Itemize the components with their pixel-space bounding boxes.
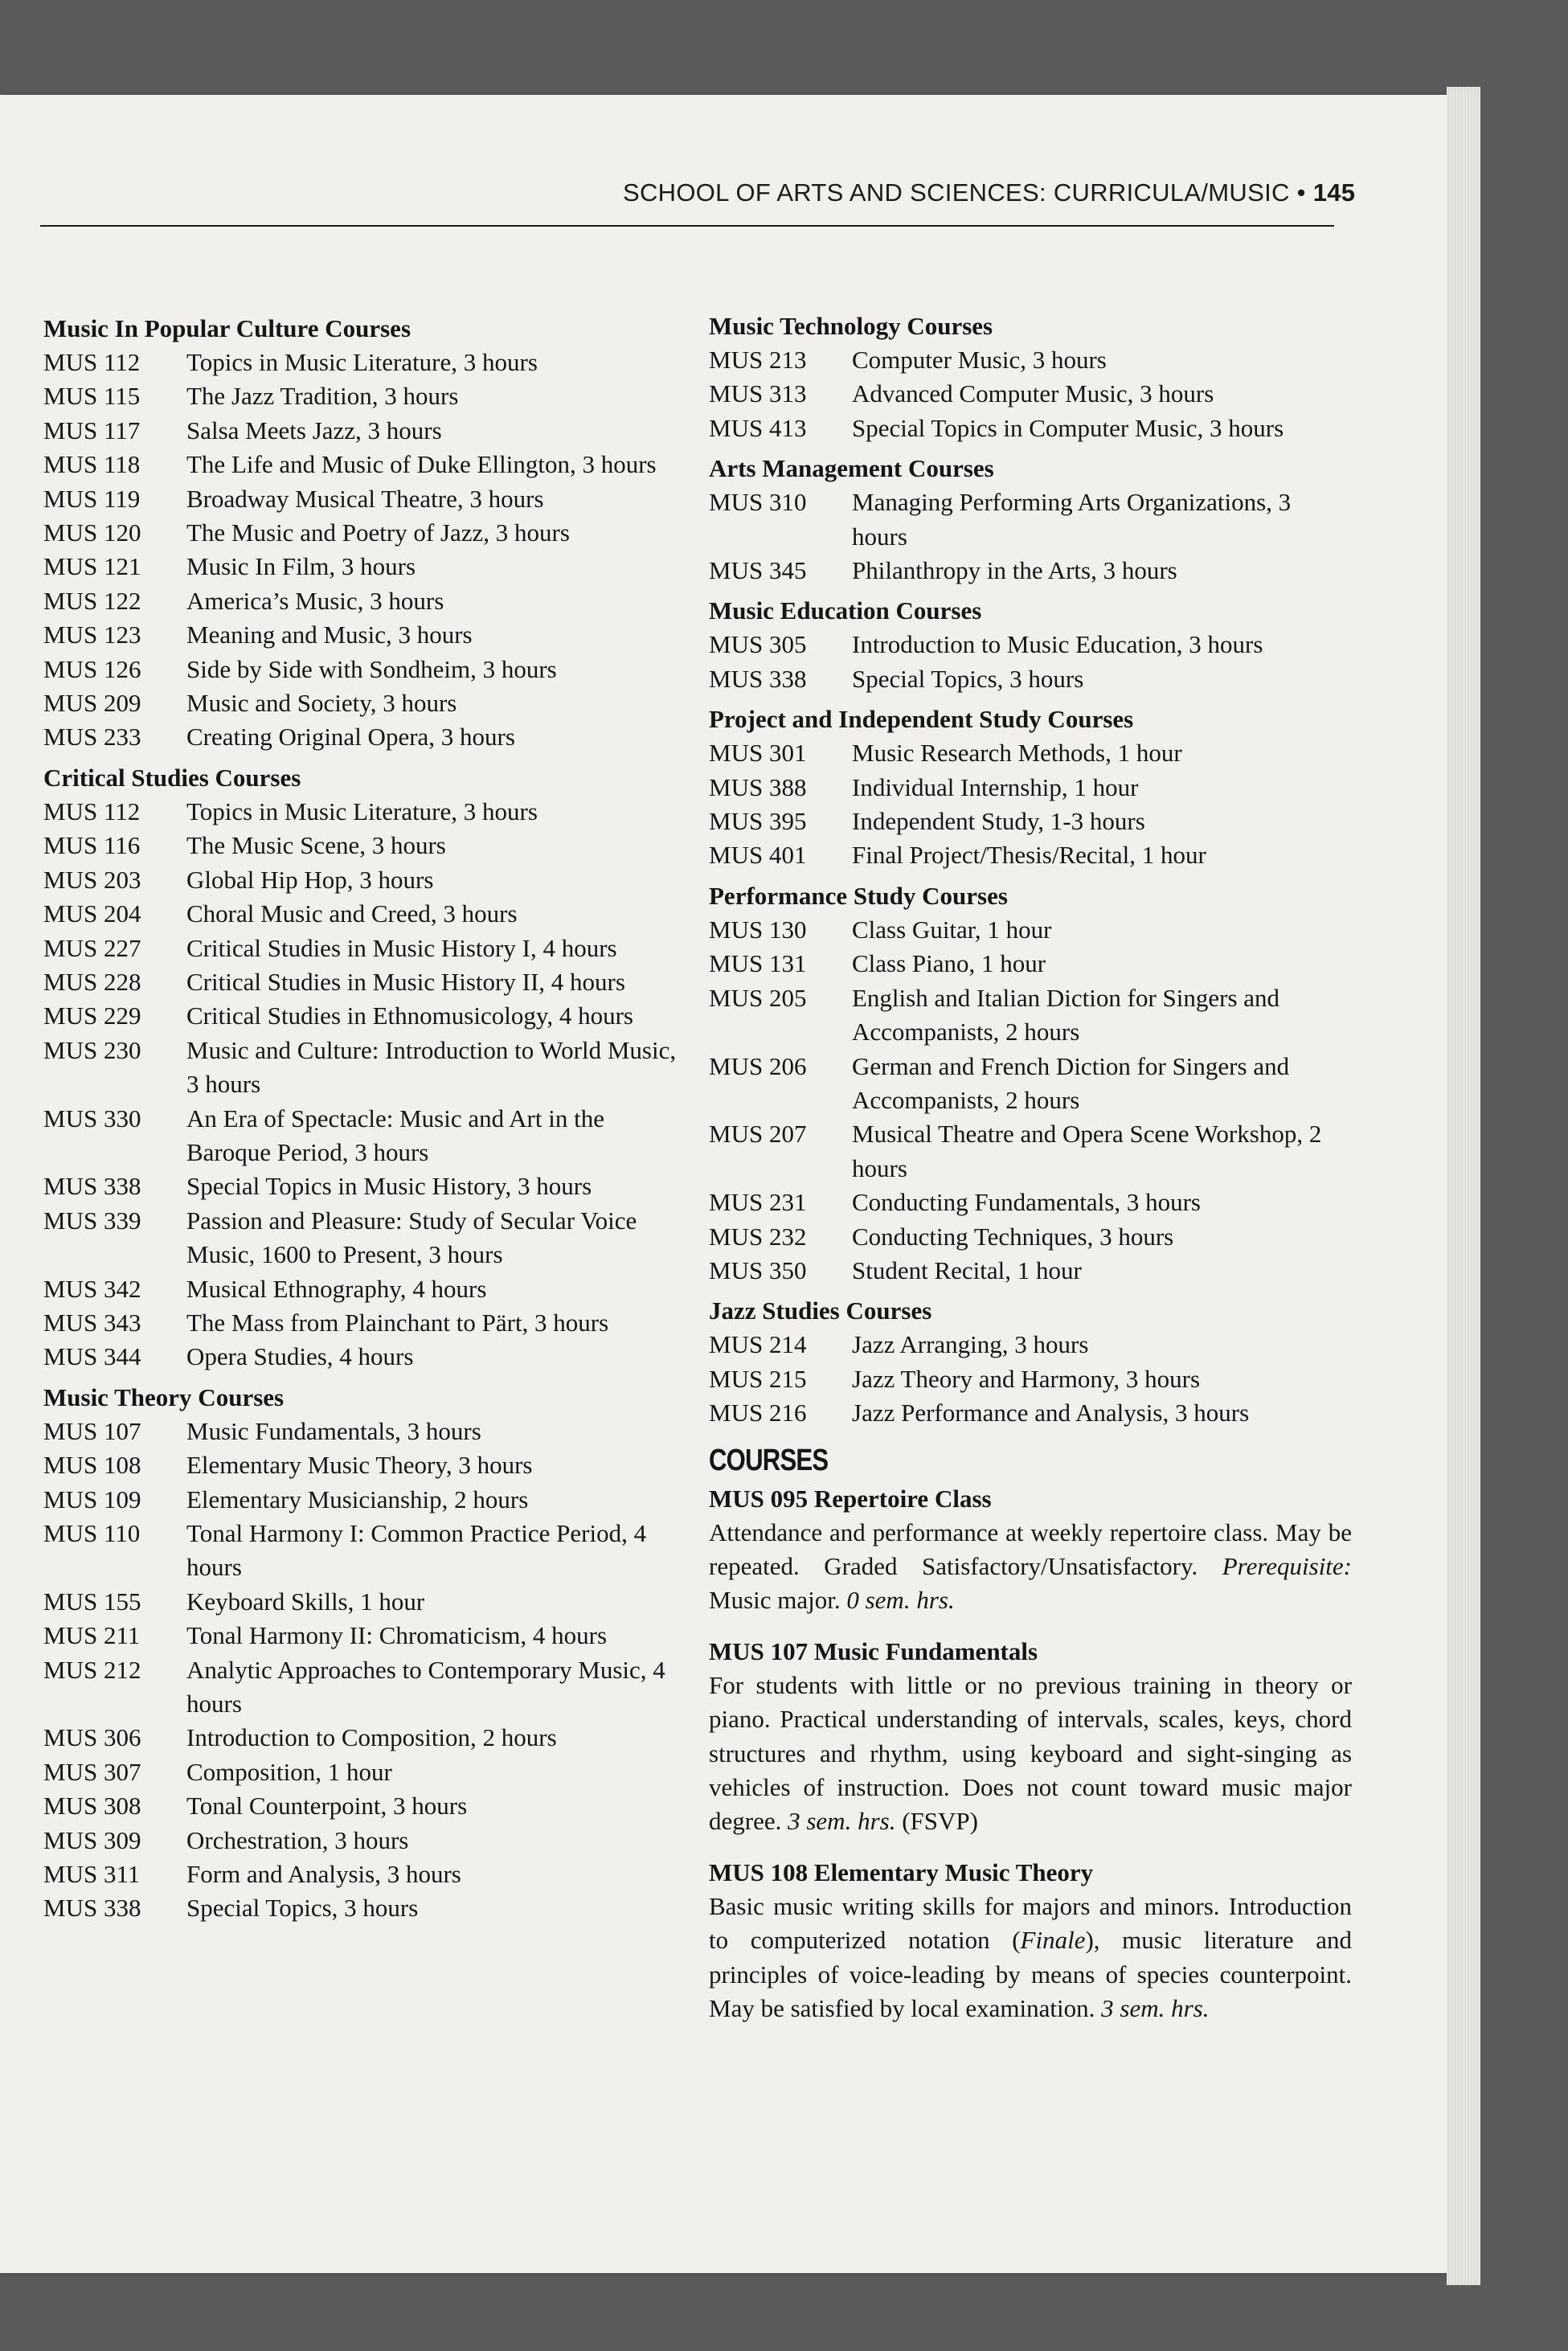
mus107-credits: 3 sem. hrs. [788,1806,896,1835]
course-row [709,1328,1352,1362]
course-title: Creating Original Opera, 3 hours [186,723,515,752]
courses-heading: COURSES [709,1443,829,1477]
course-list-theory [43,1415,678,1926]
course-title: Special Topics in Computer Music, 3 hours [852,413,1284,442]
course-code: MUS 117 [43,416,141,444]
course-row [43,584,678,618]
course-code: MUS 233 [43,723,141,752]
course-code: MUS 126 [43,654,141,683]
course-title: Critical Studies in Music History II, 4 hours [186,967,625,996]
course-code: MUS 131 [709,949,807,978]
course-code: MUS 227 [43,933,141,962]
course-row [709,1254,1352,1288]
course-title: Jazz Theory and Harmony, 3 hours [852,1364,1201,1393]
course-code: MUS 215 [709,1364,807,1393]
section-title-project: Project and Independent Study Courses [709,705,1134,734]
course-title: The Jazz Tradition, 3 hours [186,382,459,411]
course-code: MUS 307 [43,1757,141,1786]
course-row [43,965,678,999]
course-title: Critical Studies in Ethnomusicology, 4 hours [186,1001,633,1030]
course-row [43,1653,678,1722]
course-row [709,662,1352,696]
course-code: MUS 339 [43,1206,141,1235]
course-desc-mus107 [709,1669,1352,1838]
course-row [709,1220,1352,1254]
course-title: Individual Internship, 1 hour [852,772,1139,801]
course-code: MUS 395 [709,807,807,836]
course-row [709,981,1352,1050]
course-row [709,343,1352,377]
course-row [43,448,678,481]
course-row [43,1448,678,1482]
running-header [623,178,1356,207]
course-code: MUS 338 [43,1894,141,1923]
course-row [43,482,678,516]
course-title: Managing Performing Arts Organizations, 3 hours [852,488,1292,551]
course-row [709,628,1352,661]
course-title: Advanced Computer Music, 3 hours [852,379,1214,408]
course-code: MUS 232 [709,1222,807,1251]
course-row [43,720,678,754]
course-code: MUS 305 [709,630,807,659]
course-title: Class Guitar, 1 hour [852,915,1052,944]
course-title: Music and Society, 3 hours [186,689,457,718]
course-row [43,550,678,584]
course-title: Jazz Performance and Analysis, 3 hours [852,1399,1250,1427]
course-code: MUS 115 [43,382,141,411]
course-title: Philanthropy in the Arts, 3 hours [852,556,1177,585]
course-code: MUS 155 [43,1587,141,1616]
course-code: MUS 301 [709,739,807,768]
course-title: Musical Ethnography, 4 hours [186,1274,487,1303]
mus095-text: Attendance and performance at weekly repertoire class. May be repeated. Graded Satisfactory/Unsatisfactory. [709,1518,1352,1580]
section-title-critical: Critical Studies Courses [43,763,301,792]
course-code: MUS 209 [43,689,141,718]
course-row [43,795,678,829]
course-desc-title-mus108: MUS 108 Elementary Music Theory [709,1858,1094,1887]
course-code: MUS 112 [43,797,141,825]
course-title: Introduction to Composition, 2 hours [186,1723,557,1752]
course-code: MUS 207 [709,1120,807,1149]
course-row [709,485,1352,554]
right-column [709,309,1352,2025]
course-title: Meaning and Music, 3 hours [186,621,473,649]
mus095-prereq-text: Music major. [709,1585,841,1614]
course-row [43,829,678,862]
course-row [43,1169,678,1203]
course-row [43,1619,678,1653]
course-code: MUS 204 [43,899,141,928]
course-list-arts-management [709,485,1352,588]
course-row [43,1306,678,1340]
course-row [709,412,1352,445]
course-code: MUS 330 [43,1104,141,1132]
course-list-jazz [709,1328,1352,1430]
page-number: 145 [1312,178,1356,207]
course-code: MUS 308 [43,1792,141,1821]
course-code: MUS 230 [43,1035,141,1064]
course-title: Special Topics in Music History, 3 hours [186,1172,592,1201]
course-row [709,805,1352,838]
course-code: MUS 107 [43,1416,141,1445]
course-title: Tonal Harmony II: Chromaticism, 4 hours [186,1621,608,1650]
course-row [43,686,678,720]
course-row [43,1824,678,1857]
course-code: MUS 311 [43,1860,141,1889]
course-code: MUS 109 [43,1485,141,1513]
course-row [43,346,678,379]
course-row [43,1034,678,1102]
course-row [43,1340,678,1374]
course-row [43,653,678,686]
course-code: MUS 344 [43,1342,141,1371]
course-desc-title-mus095: MUS 095 Repertoire Class [709,1484,992,1513]
mus108-credits: 3 sem. hrs. [1101,1993,1210,2022]
course-row [43,414,678,448]
course-code: MUS 203 [43,865,141,894]
course-title: The Life and Music of Duke Ellington, 3 hours [186,450,657,479]
course-title: Music In Film, 3 hours [186,552,416,581]
course-title: Elementary Music Theory, 3 hours [186,1451,533,1480]
course-title: Computer Music, 3 hours [852,346,1107,374]
course-code: MUS 118 [43,450,141,479]
course-title: Form and Analysis, 3 hours [186,1860,461,1889]
course-list-performance [709,913,1352,1288]
course-title: Topics in Music Literature, 3 hours [186,797,538,825]
header-rule [40,225,1334,227]
course-row [43,1415,678,1448]
course-code: MUS 212 [43,1655,141,1684]
course-row [709,736,1352,770]
course-row [709,1396,1352,1430]
course-title: Tonal Harmony I: Common Practice Period, 4 hours [186,1519,647,1582]
course-title: Topics in Music Literature, 3 hours [186,348,538,376]
mus107-tag: (FSVP) [902,1806,978,1835]
course-row [43,863,678,897]
course-title: Independent Study, 1-3 hours [852,807,1145,836]
course-code: MUS 350 [709,1255,807,1284]
course-title: Conducting Techniques, 3 hours [852,1222,1174,1251]
course-code: MUS 108 [43,1451,141,1480]
course-code: MUS 121 [43,552,141,581]
course-row [709,1362,1352,1396]
course-code: MUS 338 [709,664,807,693]
course-row [709,913,1352,947]
course-title: Elementary Musicianship, 2 hours [186,1485,529,1513]
section-title-arts-management: Arts Management Courses [709,454,994,483]
course-list-project [709,736,1352,873]
course-title: Special Topics, 3 hours [186,1894,419,1923]
course-row [43,932,678,965]
course-title: Broadway Musical Theatre, 3 hours [186,484,544,513]
course-title: Keyboard Skills, 1 hour [186,1587,425,1616]
course-row [43,516,678,550]
mus095-prereq-label: Prerequisite: [1222,1551,1353,1580]
course-title: English and Italian Diction for Singers and Accompanists, 2 hours [852,983,1280,1046]
course-row [43,999,678,1033]
course-row [709,554,1352,588]
course-code: MUS 338 [43,1172,141,1201]
running-title: SCHOOL OF ARTS AND SCIENCES: CURRICULA/MUSIC [623,178,1290,207]
mus107-text: For students with little or no previous training in theory or piano. Practical understanding of intervals, scales, keys, chord structures and rhythm, using keyboard and sight-singing as vehicles of instruction. Does not count toward music major degree. [709,1671,1352,1835]
course-code: MUS 343 [43,1308,141,1337]
course-row [709,838,1352,872]
course-title: Music Research Methods, 1 hour [852,739,1182,768]
course-title: German and French Diction for Singers and Accompanists, 2 hours [852,1051,1290,1114]
course-title: The Mass from Plainchant to Pärt, 3 hours [186,1308,609,1337]
course-row [43,1102,678,1170]
course-code: MUS 112 [43,348,141,376]
course-title: Final Project/Thesis/Recital, 1 hour [852,841,1206,870]
section-title-theory: Music Theory Courses [43,1382,285,1411]
course-title: Student Recital, 1 hour [852,1255,1082,1284]
course-code: MUS 119 [43,484,141,513]
course-row [43,1517,678,1585]
course-code: MUS 413 [709,413,807,442]
course-code: MUS 231 [709,1188,807,1217]
course-code: MUS 229 [43,1001,141,1030]
course-code: MUS 306 [43,1723,141,1752]
course-title: Side by Side with Sondheim, 3 hours [186,654,557,683]
course-desc-mus108 [709,1890,1352,2025]
course-code: MUS 309 [43,1825,141,1854]
course-row [43,1204,678,1272]
mus095-credits: 0 sem. hrs. [846,1585,955,1614]
course-code: MUS 214 [709,1330,807,1359]
course-title: Music Fundamentals, 3 hours [186,1416,481,1445]
course-row [709,377,1352,411]
section-title-technology: Music Technology Courses [709,312,993,340]
course-code: MUS 342 [43,1274,141,1303]
course-row [43,379,678,413]
course-code: MUS 401 [709,841,807,870]
course-code: MUS 206 [709,1051,807,1080]
course-code: MUS 310 [709,488,807,517]
course-list-technology [709,343,1352,445]
course-title: The Music Scene, 3 hours [186,831,446,860]
course-list-education [709,628,1352,696]
course-code: MUS 130 [709,915,807,944]
course-title: Opera Studies, 4 hours [186,1342,414,1371]
mus108-text-a: Basic music writing skills for majors and minors. Introduction to computerized notation ( [709,1892,1352,1955]
course-title: Global Hip Hop, 3 hours [186,865,434,894]
course-code: MUS 213 [709,346,807,374]
left-column [43,312,678,1926]
course-row [43,1789,678,1823]
course-title: Class Piano, 1 hour [852,949,1046,978]
course-row [43,897,678,931]
section-title-jazz: Jazz Studies Courses [709,1296,932,1325]
course-list-critical [43,795,678,1374]
course-title: Critical Studies in Music History I, 4 hours [186,933,617,962]
course-row [43,1857,678,1891]
course-code: MUS 216 [709,1399,807,1427]
section-title-education: Music Education Courses [709,596,982,625]
course-code: MUS 345 [709,556,807,585]
course-title: Analytic Approaches to Contemporary Music, 4 hours [186,1655,665,1718]
course-row [709,1186,1352,1219]
course-list-popular [43,346,678,755]
course-title: An Era of Spectacle: Music and Art in the Baroque Period, 3 hours [186,1104,604,1166]
course-title: Music and Culture: Introduction to World Music, 3 hours [186,1035,677,1099]
course-title: Introduction to Music Education, 3 hours [852,630,1263,659]
course-row [43,618,678,652]
mus108-text-b: ), music literature and principles of voice-leading by means of species counterpoint. May be satisfied by local examination. [709,1926,1352,2022]
course-code: MUS 120 [43,518,141,547]
course-code: MUS 313 [709,379,807,408]
section-title-popular: Music In Popular Culture Courses [43,314,411,342]
course-code: MUS 110 [43,1519,141,1547]
course-code: MUS 123 [43,621,141,649]
course-row [43,1721,678,1755]
course-code: MUS 228 [43,967,141,996]
course-row [709,947,1352,981]
page-stack-edge [1447,87,1480,2285]
course-row [43,1483,678,1517]
course-title: Composition, 1 hour [186,1757,392,1786]
course-code: MUS 116 [43,831,141,860]
course-title: Passion and Pleasure: Study of Secular Voice Music, 1600 to Present, 3 hours [186,1206,637,1269]
course-title: America’s Music, 3 hours [186,586,444,615]
header-bullet: • [1296,178,1306,207]
course-row [43,1755,678,1789]
course-code: MUS 388 [709,772,807,801]
course-title: Special Topics, 3 hours [852,664,1084,693]
course-desc-title-mus107: MUS 107 Music Fundamentals [709,1637,1038,1666]
course-row [709,1117,1352,1186]
mus108-finale: Finale [1020,1926,1086,1955]
course-title: Orchestration, 3 hours [186,1825,409,1854]
course-code: MUS 205 [709,983,807,1012]
course-code: MUS 122 [43,586,141,615]
section-title-performance: Performance Study Courses [709,881,1008,910]
course-title: Conducting Fundamentals, 3 hours [852,1188,1201,1217]
course-row [43,1272,678,1306]
course-title: Choral Music and Creed, 3 hours [186,899,518,928]
course-title: Salsa Meets Jazz, 3 hours [186,416,442,444]
course-title: Jazz Arranging, 3 hours [852,1330,1089,1359]
course-row [43,1585,678,1619]
course-title: The Music and Poetry of Jazz, 3 hours [186,518,570,547]
course-title: Musical Theatre and Opera Scene Workshop, 2 hours [852,1120,1322,1182]
course-title: Tonal Counterpoint, 3 hours [186,1792,468,1821]
course-row [709,771,1352,805]
course-row [43,1891,678,1925]
course-code: MUS 211 [43,1621,141,1650]
course-row [709,1050,1352,1118]
course-desc-mus095 [709,1516,1352,1618]
